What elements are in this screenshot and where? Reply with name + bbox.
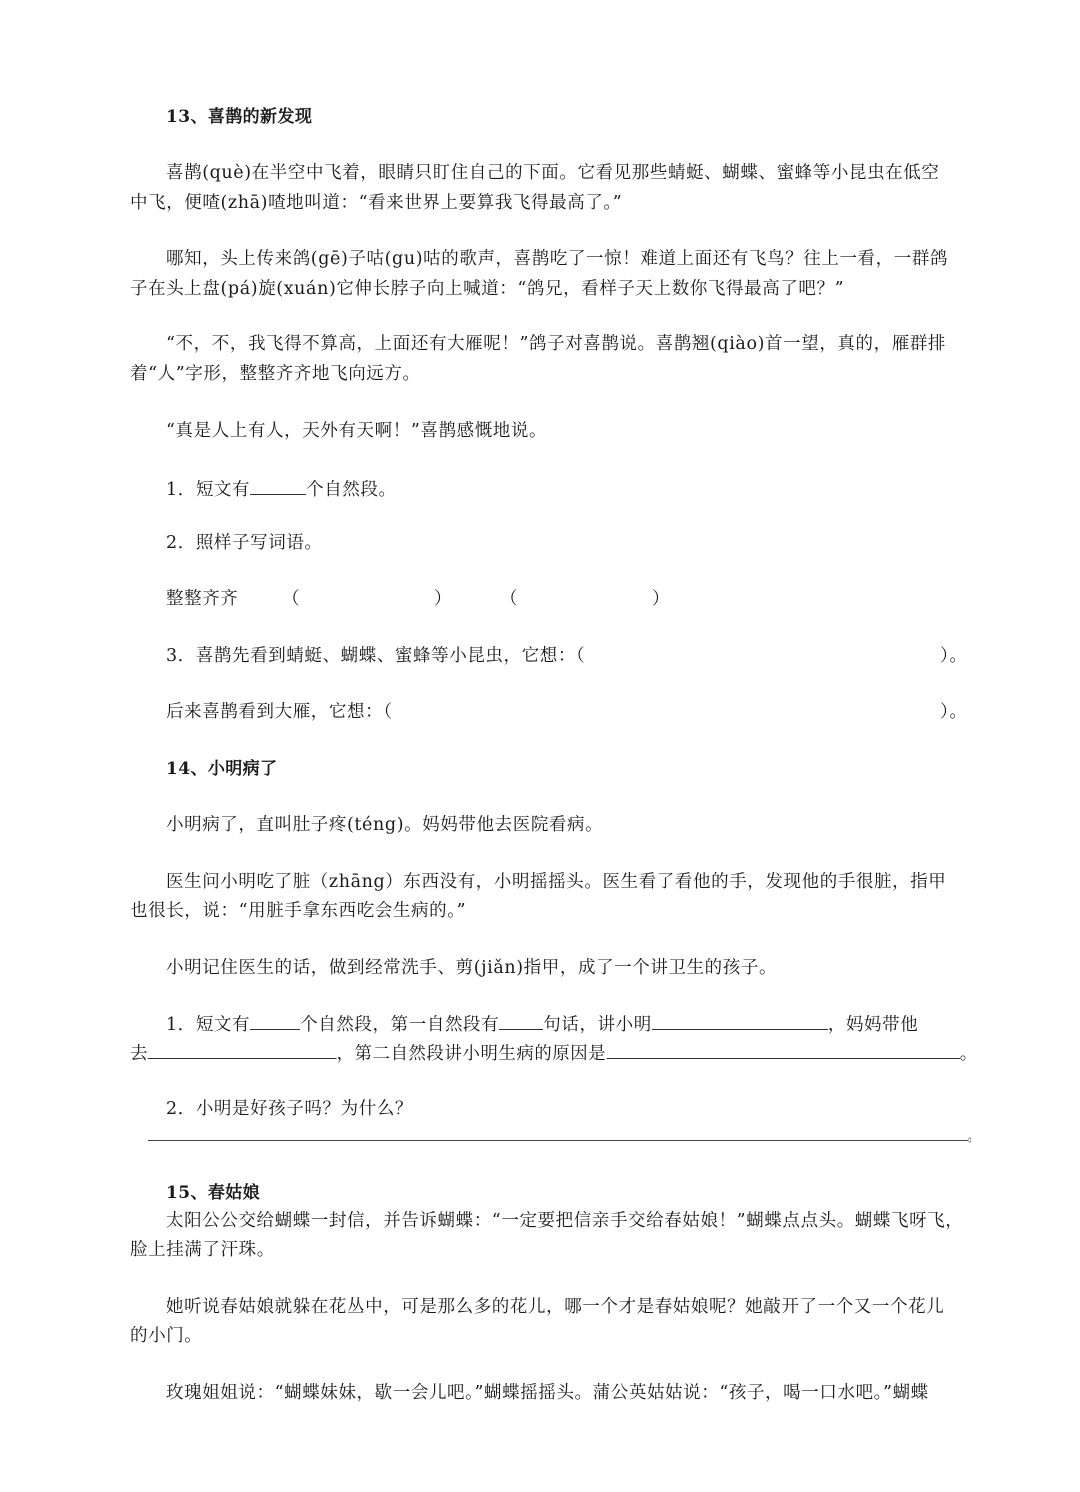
s14-q1-text-f: ，第二自然段讲小明生病的原因是 [336,1044,607,1064]
s14-paragraph-3: 小明记住医生的话，做到经常洗手、剪(jiǎn)指甲，成了一个讲卫生的孩子。 [166,958,778,978]
s14-question-1-line-2 [130,1041,978,1065]
s13-question-2: 2．照样子写词语。 [166,533,323,553]
s13-q1-text-a: 1．短文有 [166,480,251,500]
s13-paragraph-3-line-1: “不，不，我飞得不算高，上面还有大雁呢！”鸽子对喜鹊说。喜鹊翘(qiào)首一望，真的，雁群排 [166,334,947,354]
s13-paragraph-1-line-2: 中飞，便喳(zhā)喳地叫道：“看来世界上要算我飞得最高了。” [130,193,623,213]
s13-paragraph-1-line-1: 喜鹊(què)在半空中飞着，眼睛只盯住自己的下面。它看见那些蜻蜓、蝴蝶、蜜蜂等小昆虫在低空 [166,163,940,183]
section-13-title: 13、喜鹊的新发现 [166,107,313,127]
s13-q1-text-b: 个自然段。 [306,480,397,500]
s13-q3-b-end: ）。 [940,702,968,722]
s14-question-1-line-1 [166,1012,918,1036]
s14-question-2: 2．小明是好孩子吗？为什么？ [166,1099,414,1119]
s15-paragraph-1-line-2: 脸上挂满了汗珠。 [130,1240,275,1260]
s14-q1-blank-paragraphs[interactable] [250,1012,300,1030]
section-15-title: 15、春姑娘 [166,1183,261,1203]
s14-q1-text-c: 句话，讲小明 [543,1015,652,1035]
s13-q2-paren-close-1: ） [434,589,453,609]
s13-question-3: 3．喜鹊先看到蜻蜓、蝴蝶、蜜蜂等小昆虫，它想：（ [166,646,586,666]
s14-q1-blank-about[interactable] [652,1012,828,1030]
s13-question-3-b: 后来喜鹊看到大雁，它想：（ [166,702,393,722]
s13-q2-paren-open-2: （ [500,589,519,609]
s13-paragraph-2-line-1: 哪知，头上传来鸽(gē)子咕(gu)咕的歌声，喜鹊吃了一惊！难道上面还有飞鸟？往上一看，一群鸽 [166,249,949,269]
s14-q1-text-b: 个自然段，第一自然段有 [300,1015,500,1035]
s15-paragraph-2-line-1: 她听说春姑娘就躲在花丛中，可是那么多的花儿，哪一个才是春姑娘呢？她敲开了一个又一个花儿 [166,1297,945,1317]
s13-paragraph-4: “真是人上有人，天外有天啊！”喜鹊感慨地说。 [166,421,548,441]
s14-q1-text-g: 。 [959,1044,978,1064]
s14-paragraph-2-line-1: 医生问小明吃了脏（zhāng）东西没有，小明摇摇头。医生看了看他的手，发现他的手很脏，指甲 [166,872,947,892]
s14-q1-blank-where[interactable] [148,1041,337,1059]
s13-question-1 [166,477,397,501]
s14-q2-answer-line[interactable] [148,1140,968,1141]
s14-paragraph-2-line-2: 也很长，说：“用脏手拿东西吃会生病的。” [130,901,467,921]
s13-q1-answer-blank[interactable] [250,477,306,495]
s14-q1-blank-sentences[interactable] [499,1012,543,1030]
s14-q2-end: 。 [968,1126,979,1146]
s14-q1-text-a: 1．短文有 [166,1015,251,1035]
s15-paragraph-2-line-2: 的小门。 [130,1326,203,1346]
s14-q1-text-d: ，妈妈带他 [827,1015,919,1035]
section-14-title: 14、小明病了 [166,759,278,779]
s15-paragraph-1-line-1: 太阳公公交给蝴蝶一封信，并告诉蝴蝶：“一定要把信亲手交给春姑娘！”蝴蝶点点头。蝴蝶飞呀飞， [166,1211,964,1231]
s13-q3-end: ）。 [940,646,968,666]
s15-paragraph-3-line-1: 玫瑰姐姐说：“蝴蝶妹妹，歇一会儿吧。”蝴蝶摇摇头。蒲公英姑姑说：“孩子，喝一口水吧。”蝴蝶 [166,1383,929,1403]
s13-q2-example-word: 整整齐齐 [166,589,239,609]
s14-q1-blank-reason[interactable] [606,1041,960,1059]
s14-paragraph-1: 小明病了，直叫肚子疼(téng)。妈妈带他去医院看病。 [166,815,604,835]
s13-paragraph-2-line-2: 子在头上盘(pá)旋(xuán)它伸长脖子向上喊道：“鸽兄，看样子天上数你飞得最高了吧？” [130,279,845,299]
s13-q2-paren-close-2: ） [652,589,671,609]
s13-paragraph-3-line-2: 着“人”字形，整整齐齐地飞向远方。 [130,364,421,384]
s14-q1-text-e: 去 [130,1044,148,1064]
s13-q2-paren-open-1: （ [282,589,301,609]
